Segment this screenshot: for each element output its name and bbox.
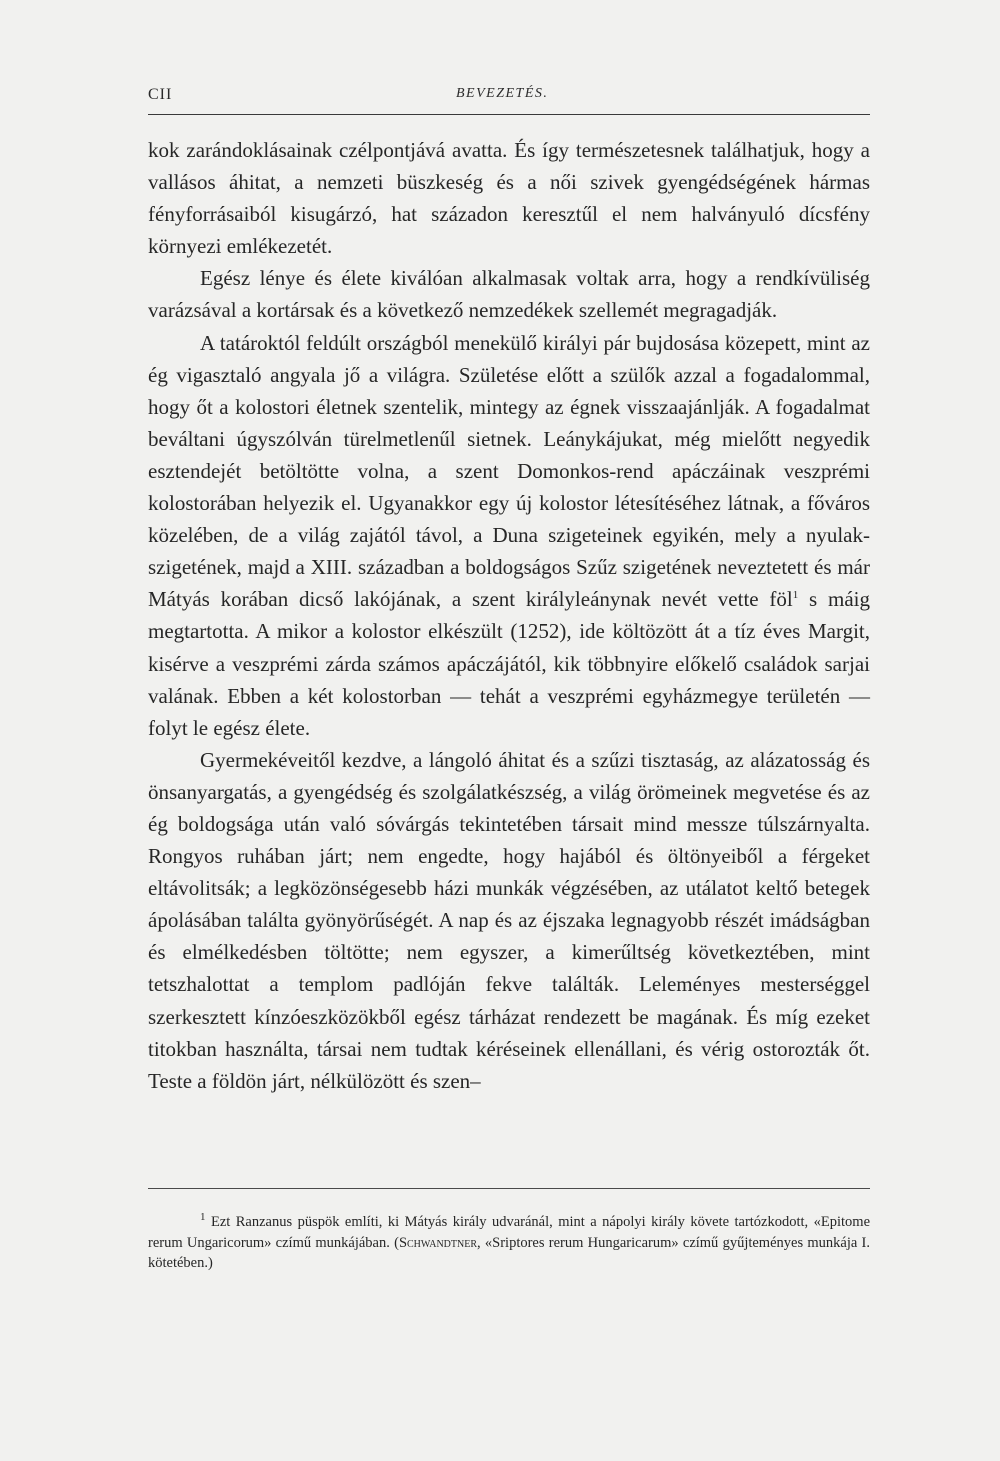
paragraph-text: A tatároktól feldúlt országból menekülő királyi pár bujdosása közepett, mint az ég vigasztaló angyala jő a világra. Születése előtt a szülők azzal a fogadalommal, hogy őt a kolostori életnek szentelik, mintegy az égnek visszaajánlják. A fogadalmat beváltani úgyszólván türelmetlenűl sietnek. Leánykájukat, még mielőtt negyedik esztendejét betöltötte volna, a szent Domonkos-rend apáczáinak veszprémi kolostorában helyezik el. Ugyanakkor egy új kolostor létesítéséhez látnak, a főváros közelében, de a világ zajától távol, a Duna szigeteinek egyikén, mely a nyulak-szigetének, majd a XIII. században a boldogságos Szűz szigetének neveztetett és már Mátyás korában dicső lakójának, a szent királyleánynak nevét vette föl [148,330,870,612]
page-number: CII [148,86,173,103]
footnote-reference[interactable]: 1 [792,589,799,602]
running-head [148,86,870,110]
footnote-text-continued: , «Sriptores rerum Hungaricarum» czímű gyűjteményes munkája I. kötetében.) [148,1234,870,1271]
paragraph [148,262,870,326]
footnote-rule [148,1188,870,1189]
header-rule [148,114,870,115]
paragraph-text-continued: s máig megtartotta. A mikor a kolostor elkészült (1252), ide költözött át a tíz éves Margit, kisérve a veszprémi zárda számos apáczájától, kik többnyire előkelő családok sarjai valának. Ebben a két kolostorban — tehát a veszprémi egyházmegye területén — folyt le egész élete. [148,587,870,740]
footnote-text: Ezt Ranzanus püspök említi, ki Mátyás király udvaránál, mint a nápolyi király követe tartózkodott, «Epitome rerum Ungaricorum» czímű munkájában. ( [148,1214,871,1251]
paragraph [148,744,870,1097]
main-text [148,134,870,1097]
footnote-author: Schwandtner [398,1234,478,1251]
paragraph-text: Egész lénye és élete kiválóan alkalmasak voltak arra, hogy a rendkívüliség varázsával a kortársak és a következő nemzedékek szellemét megragadják. [148,266,870,323]
running-title: BEVEZETÉS. [456,86,549,101]
paragraph [148,327,870,744]
paragraph [148,134,870,262]
paragraph-text: Gyermekéveitől kezdve, a lángoló áhitat és a szűzi tisztaság, az alázatosság és önsanyargatás, a gyengédség és szolgálatkészség, a világ örömeinek megvetése és az ég boldogsága után való sóvárgás tekintetében társait mind messze túlszárnyalta. Rongyos ruhában járt; nem engedte, hogy hajából és öltönyeiből a férgeket eltávolitsák; a legközönségesebb házi munkák végzésében, az utálatot keltő betegek ápolásában találta gyönyörűségét. A nap és az éjszaka legnagyobb részét imádságban és elmélkedésben töltötte; nem egyszer, a kimerűltség következtében, mint tetszhalottat a templom padlóján fekve találták. Leleményes mesterséggel szerkesztett kínzóeszközökből egész tárházat rendezett be magának. És míg ezeket titokban használta, társai nem tudtak kéréseinek ellenállani, és vérig ostorozták őt. Teste a földön járt, nélkülözött és szen– [148,747,870,1093]
footnote-marker: 1 [200,1211,206,1224]
footnote [148,1212,870,1274]
paragraph-text: kok zarándoklásainak czélpontjává avatta. És így természetesnek találhatjuk, hogy a vallásos áhitat, a nemzeti büszkeség és a női szivek gyengédségének hármas fényforrásaiból kisugárzó, hat századon keresztűl el nem halványuló dícsfény környezi emlékezetét. [148,138,870,259]
